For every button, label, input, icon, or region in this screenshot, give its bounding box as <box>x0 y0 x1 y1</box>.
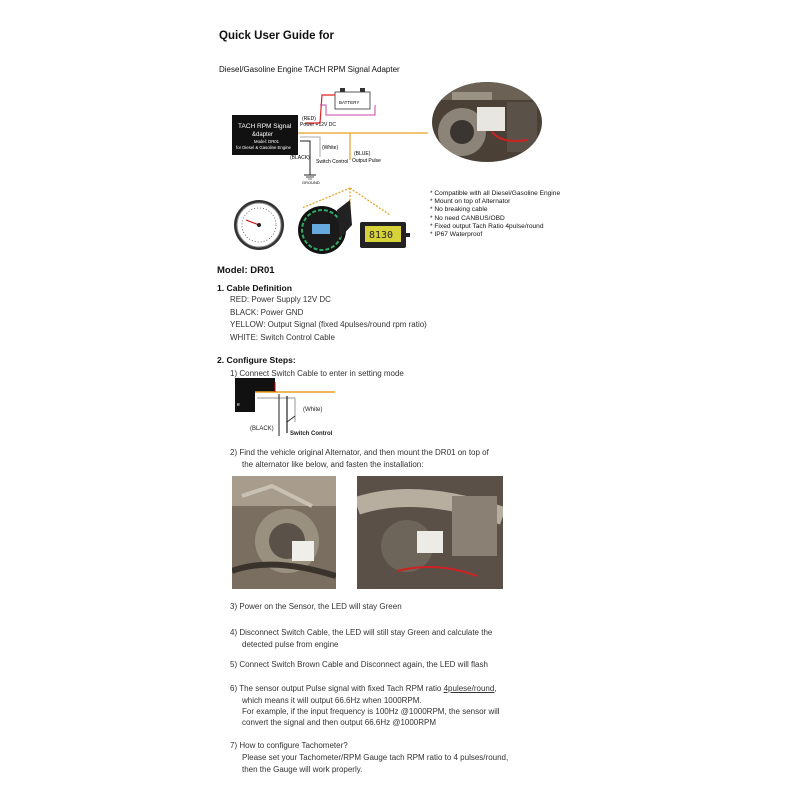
red-label: (RED) <box>302 116 316 122</box>
step4-line1: 4) Disconnect Switch Cable, the LED will still stay Green and calculate the <box>230 628 493 637</box>
feature-list <box>430 190 560 239</box>
step1: 1) Connect Switch Cable to enter in setting mode <box>230 369 404 378</box>
model-label: Model: DR01 <box>217 265 275 276</box>
analog-gauge <box>234 200 284 250</box>
box-line1: TACH RPM Signal <box>238 123 292 130</box>
section1-heading: 1. Cable Definition <box>217 283 292 293</box>
battery-label: BATTERY <box>339 100 360 105</box>
step7-line2: Please set your Tachometer/RPM Gauge tach RPM ratio to 4 pulses/round, <box>242 753 509 762</box>
feature-item: * No need CANBUS/OBD <box>430 214 505 222</box>
wire-switch-label: Switch Control <box>290 431 333 437</box>
lcd-text: 8130 <box>369 230 394 241</box>
digital-gauge <box>298 200 352 254</box>
page-title: Quick User Guide for <box>219 30 335 42</box>
feature-item: * Fixed output Tach Ratio 4pulse/round <box>430 222 544 230</box>
step6-line3: For example, if the input frequency is 100Hz @1000RPM, the sensor will <box>242 707 500 716</box>
step7-line1: 7) How to configure Tachometer? <box>230 741 348 750</box>
step6-line1-pre: 6) The sensor output Pulse signal with fixed Tach RPM ratio <box>230 684 444 693</box>
box-fragment: e <box>237 402 240 408</box>
step2-line1: 2) Find the vehicle original Alternator, and then mount the DR01 on top of <box>230 448 489 457</box>
step6-line2: which means it will output 66.6Hz when 1000RPM. <box>242 696 422 705</box>
step6-line1 <box>230 683 497 695</box>
ground-label: GROUND <box>302 180 320 185</box>
black-label: (BLACK) <box>290 155 310 161</box>
step6-line4: convert the signal and then output 66.6Hz @1000RPM <box>242 718 437 727</box>
cable-line: BLACK: Power GND <box>230 307 304 317</box>
alternator-photo-left <box>232 476 336 589</box>
cable-definition-list <box>230 294 427 344</box>
step4-line2: detected pulse from engine <box>242 640 339 649</box>
step7-line3: then the Gauge will work properly. <box>242 765 363 774</box>
step6-line1-post: , <box>494 684 497 693</box>
output-label: Output Pulse <box>352 158 381 164</box>
wire-white-label: (White) <box>303 407 323 413</box>
wire-black-label: (BLACK) <box>250 426 274 432</box>
step2-line2: the alternator like below, and fasten the installation: <box>242 460 424 469</box>
switch-diagram <box>235 378 345 440</box>
wiring-diagram <box>230 85 430 185</box>
power-label: Power +12V DC <box>300 122 336 128</box>
cable-line: WHITE: Switch Control Cable <box>230 332 335 342</box>
feature-item: * Compatible with all Diesel/Gasoline Engine <box>430 190 561 197</box>
step6-ratio: 4pulese/round <box>443 684 495 693</box>
cable-line: YELLOW: Output Signal (fixed 4pulses/round rpm ratio) <box>230 320 427 329</box>
cable-line: RED: Power Supply 12V DC <box>230 295 331 304</box>
feature-item: * IP67 Waterproof <box>430 231 483 239</box>
feature-item: * Mount on top of Alternator <box>430 198 511 206</box>
box-line4: for Diesel & Gasoline Engine <box>236 145 291 150</box>
box-line3: Model: DR01 <box>254 139 280 144</box>
section2-heading: 2. Configure Steps: <box>217 355 296 365</box>
alternator-photo-right <box>357 476 503 589</box>
box-line2: &dapter <box>252 132 274 138</box>
alternator-photo-top <box>432 82 542 162</box>
switch-label: Switch Control <box>316 159 349 165</box>
step5: 5) Connect Switch Brown Cable and Disconnect again, the LED will flash <box>230 660 488 669</box>
white-label: (White) <box>322 145 339 151</box>
lcd-tach <box>360 222 410 248</box>
feature-item: * No breaking cable <box>430 206 488 214</box>
page-subtitle: Diesel/Gasoline Engine TACH RPM Signal Adapter <box>219 65 400 74</box>
gauge-group <box>232 180 432 260</box>
blue-label: (BLUE) <box>354 151 371 157</box>
step3: 3) Power on the Sensor, the LED will stay Green <box>230 602 402 611</box>
